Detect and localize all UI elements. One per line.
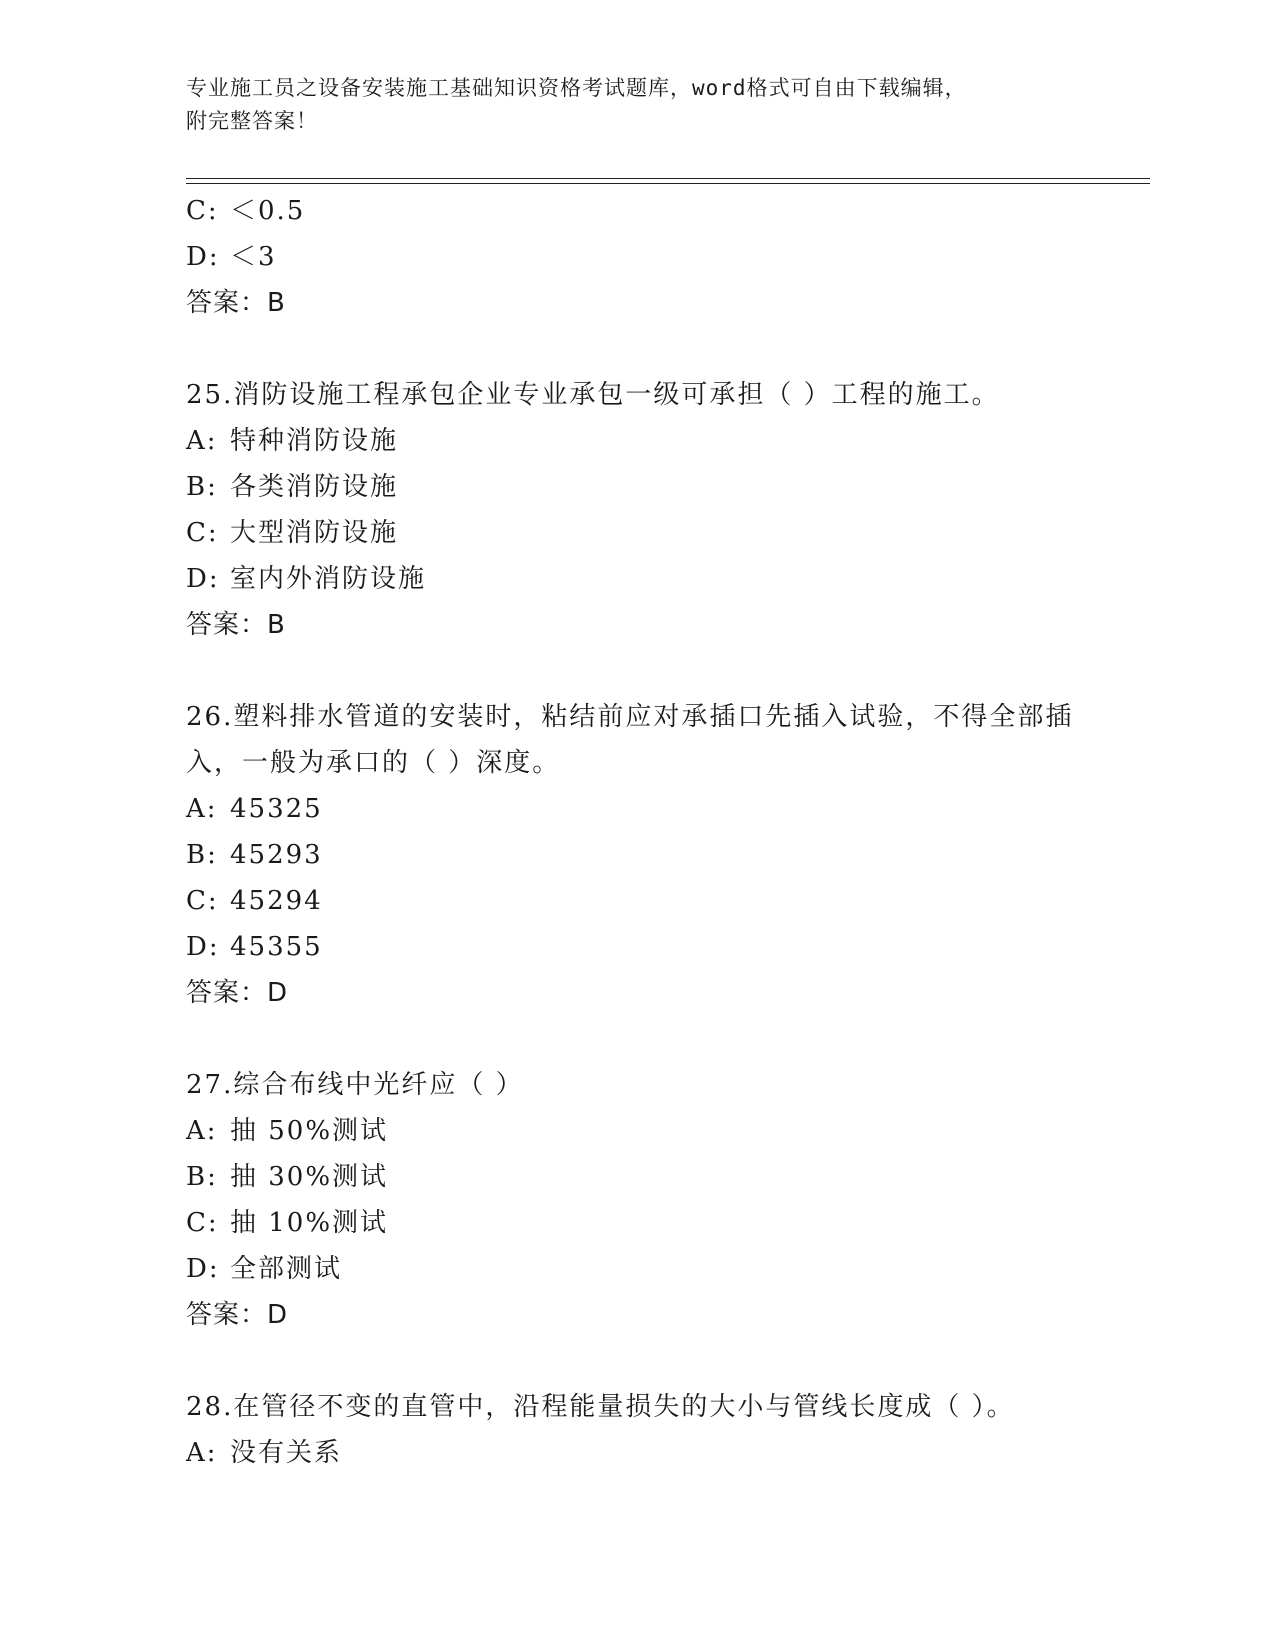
option-item (186, 234, 1146, 280)
question-block-27 (186, 1062, 1146, 1338)
option-text: ＜3 (230, 242, 277, 272)
option-label: B: (186, 1162, 218, 1192)
option-label: C: (186, 196, 219, 226)
option-item (186, 924, 1146, 970)
option-label: A: (186, 794, 218, 824)
option-text: 全部测试 (230, 1254, 343, 1284)
header-line-1: 专业施工员之设备安装施工基础知识资格考试题库，word格式可自由下载编辑， (186, 76, 967, 100)
option-text: ＜0.5 (230, 196, 306, 226)
option-item (186, 1154, 1146, 1200)
header-rule-bottom (186, 183, 1150, 184)
option-item (186, 832, 1146, 878)
prev-question-block (186, 188, 1146, 326)
option-item (186, 1108, 1146, 1154)
answer-line: 答案：B (186, 288, 286, 318)
option-text: 没有关系 (230, 1438, 343, 1468)
option-text: 45293 (230, 840, 323, 870)
option-label: A: (186, 1116, 218, 1146)
answer-line: 答案：B (186, 610, 286, 640)
option-text: 特种消防设施 (230, 426, 399, 456)
option-text: 抽 50%测试 (230, 1116, 389, 1146)
option-item (186, 464, 1146, 510)
spacer (186, 326, 1146, 372)
option-label: D: (186, 1254, 220, 1284)
spacer (186, 1016, 1146, 1062)
option-text: 45325 (230, 794, 323, 824)
question-text: 25.消防设施工程承包企业专业承包一级可承担（ ）工程的施工。 (186, 380, 1000, 410)
question-block-26 (186, 694, 1146, 1016)
answer-line: 答案：D (186, 978, 289, 1008)
question-text: 26.塑料排水管道的安装时，粘结前应对承插口先插入试验，不得全部插入，一般为承口的（ ）深度。 (186, 702, 1074, 778)
document-header (186, 72, 1086, 138)
option-text: 各类消防设施 (230, 472, 399, 502)
question-block-28 (186, 1384, 1146, 1476)
spacer (186, 1338, 1146, 1384)
option-item (186, 510, 1146, 556)
option-item (186, 1430, 1146, 1476)
option-item (186, 1246, 1146, 1292)
option-label: D: (186, 932, 220, 962)
option-label: D: (186, 242, 220, 272)
header-rule-top (186, 178, 1150, 179)
option-label: C: (186, 886, 219, 916)
option-label: C: (186, 518, 219, 548)
option-item (186, 786, 1146, 832)
option-text: 抽 30%测试 (230, 1162, 389, 1192)
option-text: 大型消防设施 (230, 518, 399, 548)
option-item (186, 878, 1146, 924)
option-text: 室内外消防设施 (230, 564, 427, 594)
option-label: A: (186, 426, 218, 456)
option-item (186, 188, 1146, 234)
option-text: 45294 (230, 886, 323, 916)
option-label: B: (186, 472, 218, 502)
question-list (186, 188, 1146, 1476)
answer-line: 答案：D (186, 1300, 289, 1330)
option-label: C: (186, 1208, 219, 1238)
option-item (186, 556, 1146, 602)
header-line-2: 附完整答案！ (186, 109, 318, 133)
option-label: B: (186, 840, 218, 870)
option-label: D: (186, 564, 220, 594)
option-item (186, 1200, 1146, 1246)
option-label: A: (186, 1438, 218, 1468)
option-item (186, 418, 1146, 464)
question-text: 28.在管径不变的直管中，沿程能量损失的大小与管线长度成（ ）。 (186, 1392, 1015, 1422)
option-text: 45355 (230, 932, 323, 962)
spacer (186, 648, 1146, 694)
question-block-25 (186, 372, 1146, 648)
option-text: 抽 10%测试 (230, 1208, 389, 1238)
question-text: 27.综合布线中光纤应（ ） (186, 1070, 524, 1100)
